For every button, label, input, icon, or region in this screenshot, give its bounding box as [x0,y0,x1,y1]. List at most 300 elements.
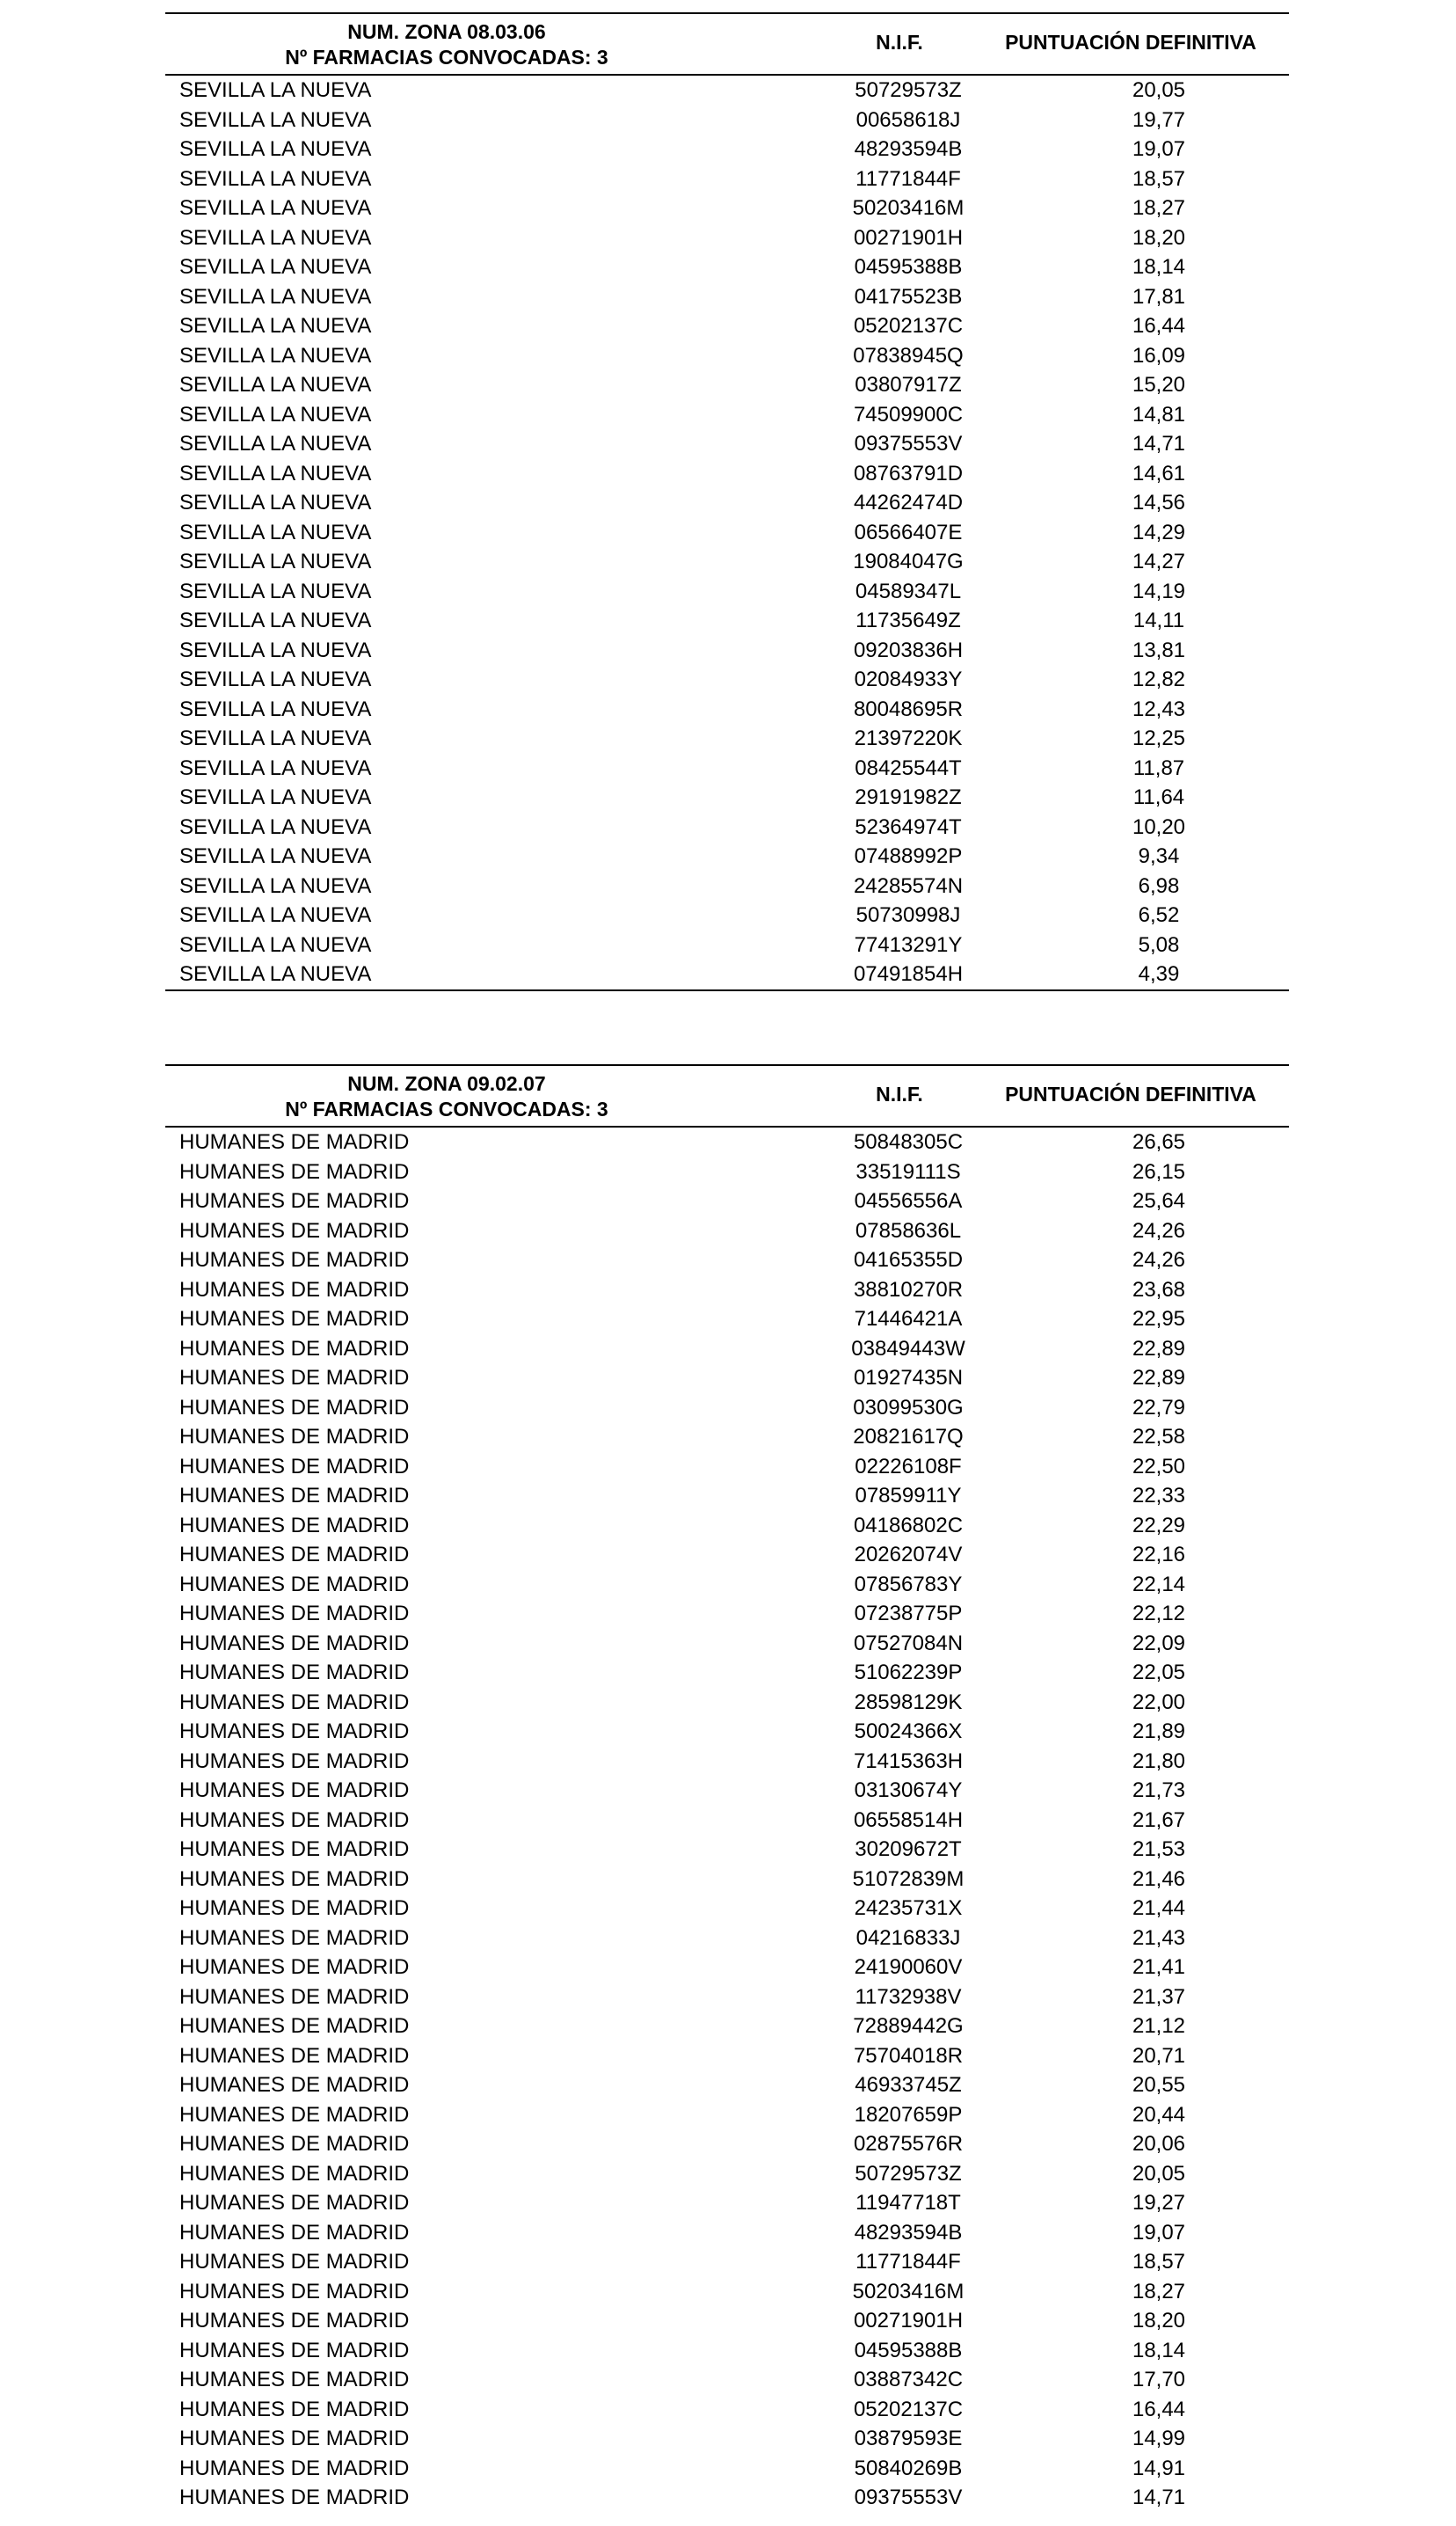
table-row [165,754,1289,784]
municipio-cell: HUMANES DE MADRID [179,2309,410,2333]
nif-cell: 04216833J [855,1925,961,1950]
nif-cell: 03807917Z [855,373,962,397]
table-row [165,901,1289,931]
municipio-cell: HUMANES DE MADRID [179,1189,410,1213]
puntuacion-cell: 23,68 [1132,1277,1186,1302]
table-row [165,1835,1289,1865]
nif-cell: 50203416M [852,2279,965,2303]
nif-cell: 50729573Z [855,2161,962,2186]
puntuacion-cell: 19,07 [1132,137,1186,161]
puntuacion-cell: 19,77 [1132,107,1186,132]
zona-title: NUM. ZONA 08.03.06 [347,20,546,43]
table-row [165,960,1289,989]
nif-cell: 11771844F [855,2250,961,2274]
municipio-cell: SEVILLA LA NUEVA [179,461,372,485]
puntuacion-cell: 20,06 [1132,2132,1186,2156]
table-header [165,1064,1289,1128]
nif-cell: 07491854H [853,962,964,986]
table-row [165,1629,1289,1659]
puntuacion-cell: 14,61 [1132,461,1186,485]
puntuacion-cell: 22,33 [1132,1484,1186,1508]
nif-cell: 46933745Z [855,2073,962,2097]
puntuacion-cell: 21,53 [1132,1837,1186,1861]
puntuacion-cell: 24,26 [1132,1248,1186,1272]
nif-cell: 19084047G [853,550,964,573]
nif-cell: 80048695R [853,697,964,721]
municipio-cell: HUMANES DE MADRID [179,2486,410,2509]
nif-cell: 38810270R [853,1277,964,1302]
table-row [165,1688,1289,1718]
nif-cell: 07858636L [855,1218,962,1243]
puntuacion-cell: 22,14 [1132,1572,1186,1596]
municipio-cell: SEVILLA LA NUEVA [179,225,372,250]
table-row [165,1275,1289,1305]
municipio-cell: HUMANES DE MADRID [179,1661,410,1684]
puntuacion-cell: 14,11 [1132,609,1185,632]
table-row [165,724,1289,754]
municipio-cell: SEVILLA LA NUEVA [179,520,372,544]
municipio-cell: HUMANES DE MADRID [179,2250,410,2274]
table-row [165,1216,1289,1246]
municipio-cell: HUMANES DE MADRID [179,2397,410,2421]
nif-cell: 02084933Y [854,668,963,691]
nif-cell: 21397220K [854,726,963,750]
nif-cell: 03887342C [853,2368,964,2391]
nif-cell: 24190060V [854,1955,963,1979]
municipio-cell: SEVILLA LA NUEVA [179,697,372,721]
nif-cell: 24235731X [854,1896,963,1920]
nif-cell: 04595388B [854,2338,963,2362]
municipio-cell: HUMANES DE MADRID [179,1602,410,1625]
table-row [165,252,1289,282]
table-row [165,2424,1289,2454]
municipio-cell: HUMANES DE MADRID [179,1896,410,1920]
puntuacion-column-header: PUNTUACIÓN DEFINITIVA [1005,31,1256,54]
nif-cell: 52364974T [855,814,962,839]
municipio-cell: SEVILLA LA NUEVA [179,343,372,368]
nif-cell: 11947718T [855,2191,961,2215]
municipio-cell: HUMANES DE MADRID [179,1277,410,1302]
nif-cell: 09375553V [854,2486,963,2509]
puntuacion-cell: 5,08 [1138,932,1180,957]
municipio-cell: SEVILLA LA NUEVA [179,284,372,309]
table-row [165,429,1289,459]
table-row [165,931,1289,960]
table-row [165,400,1289,430]
nif-cell: 33519111S [855,1159,961,1184]
nif-cell: 50840269B [854,2456,963,2480]
nif-cell: 03879593E [854,2427,963,2450]
nif-cell: 09375553V [854,432,963,456]
nif-cell: 04595388B [854,255,963,279]
puntuacion-cell: 16,44 [1132,2397,1186,2421]
puntuacion-cell: 15,20 [1132,373,1186,397]
table-row [165,223,1289,253]
municipio-cell: HUMANES DE MADRID [179,1807,410,1832]
table-row [165,1806,1289,1836]
puntuacion-cell: 4,39 [1138,962,1180,986]
nif-cell: 04589347L [855,579,962,603]
table-row [165,341,1289,371]
table-row [165,106,1289,135]
municipio-cell: SEVILLA LA NUEVA [179,873,372,898]
puntuacion-cell: 22,79 [1132,1395,1186,1420]
puntuacion-cell: 19,07 [1132,2220,1186,2245]
puntuacion-cell: 18,14 [1132,255,1186,279]
puntuacion-cell: 18,27 [1132,2279,1186,2303]
municipio-cell: HUMANES DE MADRID [179,2102,410,2127]
table-row [165,2100,1289,2130]
municipio-cell: HUMANES DE MADRID [179,1336,410,1361]
nif-cell: 00271901H [853,225,964,250]
table-row [165,2454,1289,2484]
puntuacion-cell: 21,67 [1132,1807,1186,1832]
table-row [165,2336,1289,2366]
nif-cell: 30209672T [855,1837,962,1861]
municipio-cell: HUMANES DE MADRID [179,2014,410,2038]
nif-cell: 11771844F [855,166,961,191]
puntuacion-cell: 11,87 [1132,756,1185,780]
nif-cell: 07238775P [854,1602,963,1625]
municipio-cell: HUMANES DE MADRID [179,1425,410,1449]
nif-cell: 05202137C [853,314,964,338]
puntuacion-cell: 25,64 [1132,1189,1186,1213]
puntuacion-cell: 21,89 [1132,1719,1186,1743]
table-row [165,1658,1289,1688]
table-row [165,2218,1289,2248]
puntuacion-cell: 22,12 [1132,1602,1186,1625]
municipio-cell: SEVILLA LA NUEVA [179,373,372,397]
puntuacion-cell: 14,56 [1132,491,1186,515]
nif-cell: 50730998J [855,903,961,927]
municipio-cell: HUMANES DE MADRID [179,1955,410,1979]
municipio-cell: SEVILLA LA NUEVA [179,903,372,927]
municipio-cell: HUMANES DE MADRID [179,1454,410,1478]
table-row [165,488,1289,518]
table-row [165,1422,1289,1452]
nif-cell: 01927435N [853,1366,964,1390]
puntuacion-cell: 17,70 [1132,2368,1186,2391]
table-row [165,1186,1289,1216]
puntuacion-cell: 14,71 [1132,432,1186,456]
nif-cell: 48293594B [854,137,963,161]
puntuacion-cell: 14,71 [1132,2486,1186,2509]
municipio-cell: SEVILLA LA NUEVA [179,785,372,809]
zona-title: NUM. ZONA 09.02.07 [347,1072,546,1095]
nif-cell: 04556556A [854,1189,963,1213]
municipio-cell: SEVILLA LA NUEVA [179,137,372,161]
table-row [165,1481,1289,1511]
nif-cell: 04165355D [853,1248,964,1272]
puntuacion-cell: 16,44 [1132,314,1186,338]
municipio-cell: HUMANES DE MADRID [179,1484,410,1508]
table-row [165,2159,1289,2189]
table-row [165,1570,1289,1600]
municipio-cell: HUMANES DE MADRID [179,1719,410,1743]
puntuacion-cell: 19,27 [1132,2191,1186,2215]
puntuacion-cell: 18,57 [1132,2250,1186,2274]
zona-heading [165,1071,728,1122]
puntuacion-cell: 16,09 [1132,343,1186,368]
municipio-cell: HUMANES DE MADRID [179,2427,410,2450]
farmacias-convocadas: Nº FARMACIAS CONVOCADAS: 3 [285,46,608,69]
zona-table-08-03-06 [165,12,1289,991]
municipio-cell: SEVILLA LA NUEVA [179,932,372,957]
puntuacion-cell: 20,55 [1132,2073,1186,2097]
table-row [165,1452,1289,1482]
table-body [165,76,1289,991]
puntuacion-cell: 21,12 [1132,2014,1186,2038]
puntuacion-cell: 11,64 [1132,785,1185,809]
municipio-cell: SEVILLA LA NUEVA [179,166,372,191]
table-row [165,1393,1289,1423]
zona-table-09-02-07 [165,1064,1289,2513]
municipio-cell: HUMANES DE MADRID [179,1778,410,1802]
municipio-cell: SEVILLA LA NUEVA [179,844,372,868]
puntuacion-cell: 22,50 [1132,1454,1186,1478]
table-row [165,2247,1289,2277]
nif-cell: 00271901H [853,2309,964,2333]
nif-cell: 18207659P [854,2102,963,2127]
table-row [165,813,1289,843]
table-row [165,311,1289,341]
municipio-cell: HUMANES DE MADRID [179,1748,410,1773]
puntuacion-cell: 18,20 [1132,2309,1186,2333]
table-header [165,12,1289,76]
table-row [165,1776,1289,1806]
table-row [165,1540,1289,1570]
table-row [165,2483,1289,2513]
municipio-cell: HUMANES DE MADRID [179,1866,410,1891]
puntuacion-cell: 14,27 [1132,550,1186,573]
table-row [165,1747,1289,1777]
puntuacion-cell: 22,89 [1132,1336,1186,1361]
municipio-cell: HUMANES DE MADRID [179,1218,410,1243]
puntuacion-cell: 21,46 [1132,1866,1186,1891]
table-row [165,282,1289,312]
nif-cell: 11732938V [855,1984,962,2009]
table-row [165,76,1289,106]
municipio-cell: SEVILLA LA NUEVA [179,609,372,632]
nif-cell: 28598129K [854,1690,963,1714]
table-row [165,1599,1289,1629]
table-row [165,636,1289,666]
municipio-cell: HUMANES DE MADRID [179,1159,410,1184]
table-row [165,518,1289,548]
table-row [165,695,1289,725]
nif-cell: 06566407E [854,520,963,544]
table-body [165,1128,1289,2513]
puntuacion-cell: 6,52 [1138,903,1180,927]
municipio-cell: SEVILLA LA NUEVA [179,668,372,691]
nif-cell: 20821617Q [853,1425,964,1449]
municipio-cell: HUMANES DE MADRID [179,1837,410,1861]
municipio-cell: HUMANES DE MADRID [179,1572,410,1596]
municipio-cell: HUMANES DE MADRID [179,2132,410,2156]
puntuacion-cell: 21,43 [1132,1925,1186,1950]
nif-cell: 07488992P [854,844,963,868]
municipio-cell: HUMANES DE MADRID [179,2279,410,2303]
puntuacion-cell: 21,80 [1132,1748,1186,1773]
municipio-cell: SEVILLA LA NUEVA [179,550,372,573]
municipio-cell: HUMANES DE MADRID [179,1130,410,1154]
municipio-cell: HUMANES DE MADRID [179,2220,410,2245]
table-row [165,2011,1289,2041]
puntuacion-cell: 24,26 [1132,1218,1186,1243]
table-row [165,193,1289,223]
table-row [165,606,1289,636]
nif-cell: 00658618J [855,107,961,132]
puntuacion-cell: 18,14 [1132,2338,1186,2362]
table-row [165,1304,1289,1334]
nif-cell: 03130674Y [854,1778,963,1802]
municipio-cell: HUMANES DE MADRID [179,1984,410,2009]
puntuacion-column-header: PUNTUACIÓN DEFINITIVA [1005,1083,1256,1106]
zona-heading [165,19,728,70]
nif-cell: 24285574N [853,873,964,898]
nif-cell: 50024366X [854,1719,963,1743]
table-row [165,842,1289,872]
nif-cell: 29191982Z [855,785,962,809]
nif-cell: 08763791D [853,461,964,485]
table-row [165,1865,1289,1894]
municipio-cell: HUMANES DE MADRID [179,1925,410,1950]
municipio-cell: HUMANES DE MADRID [179,2043,410,2068]
municipio-cell: HUMANES DE MADRID [179,1395,410,1420]
municipio-cell: SEVILLA LA NUEVA [179,579,372,603]
municipio-cell: SEVILLA LA NUEVA [179,255,372,279]
nif-column-header: N.I.F. [876,1083,923,1106]
nif-cell: 20262074V [854,1543,963,1566]
nif-cell: 44262474D [853,491,964,515]
puntuacion-cell: 21,73 [1132,1778,1186,1802]
municipio-cell: HUMANES DE MADRID [179,1690,410,1714]
nif-cell: 71415363H [853,1748,964,1773]
puntuacion-cell: 12,43 [1132,697,1186,721]
puntuacion-cell: 22,09 [1132,1631,1186,1655]
nif-column-header: N.I.F. [876,31,923,54]
nif-cell: 71446421A [854,1307,963,1331]
table-row [165,2365,1289,2395]
puntuacion-cell: 20,44 [1132,2102,1186,2127]
nif-cell: 77413291Y [854,932,963,957]
puntuacion-cell: 21,41 [1132,1955,1186,1979]
municipio-cell: SEVILLA LA NUEVA [179,756,372,780]
nif-cell: 07859911Y [855,1484,962,1508]
puntuacion-cell: 14,81 [1132,402,1186,427]
table-row [165,2395,1289,2425]
table-row [165,1157,1289,1187]
municipio-cell: HUMANES DE MADRID [179,1366,410,1390]
puntuacion-cell: 20,05 [1132,2161,1186,2186]
puntuacion-cell: 9,34 [1138,844,1180,868]
puntuacion-cell: 14,91 [1132,2456,1186,2480]
table-row [165,1717,1289,1747]
puntuacion-cell: 14,19 [1132,579,1186,603]
table-row [165,459,1289,489]
municipio-cell: SEVILLA LA NUEVA [179,726,372,750]
table-row [165,872,1289,902]
puntuacion-cell: 18,27 [1132,196,1186,220]
municipio-cell: SEVILLA LA NUEVA [179,314,372,338]
nif-cell: 72889442G [853,2014,964,2038]
puntuacion-cell: 18,20 [1132,225,1186,250]
nif-cell: 09203836H [853,638,964,662]
puntuacion-cell: 22,95 [1132,1307,1186,1331]
municipio-cell: HUMANES DE MADRID [179,1631,410,1655]
table-row [165,1334,1289,1364]
puntuacion-cell: 12,25 [1132,726,1186,750]
nif-cell: 74509900C [853,402,964,427]
table-row [165,164,1289,194]
municipio-cell: SEVILLA LA NUEVA [179,962,372,986]
puntuacion-cell: 22,16 [1132,1543,1186,1566]
puntuacion-cell: 17,81 [1132,284,1186,309]
table-row [165,2306,1289,2336]
table-row [165,2041,1289,2071]
puntuacion-cell: 22,89 [1132,1366,1186,1390]
table-row [165,2129,1289,2159]
puntuacion-cell: 10,20 [1132,814,1186,839]
puntuacion-cell: 21,44 [1132,1896,1186,1920]
table-row [165,1245,1289,1275]
puntuacion-cell: 20,05 [1132,78,1186,102]
municipio-cell: HUMANES DE MADRID [179,2368,410,2391]
puntuacion-cell: 21,37 [1132,1984,1186,2009]
municipio-cell: HUMANES DE MADRID [179,2191,410,2215]
nif-cell: 05202137C [853,2397,964,2421]
table-row [165,1982,1289,2012]
municipio-cell: HUMANES DE MADRID [179,1543,410,1566]
nif-cell: 04186802C [853,1513,964,1537]
table-row [165,2070,1289,2100]
table-row [165,1363,1289,1393]
nif-cell: 07838945Q [853,343,964,368]
nif-cell: 03849443W [851,1336,965,1361]
municipio-cell: HUMANES DE MADRID [179,1248,410,1272]
municipio-cell: HUMANES DE MADRID [179,2338,410,2362]
puntuacion-cell: 26,15 [1132,1159,1186,1184]
municipio-cell: SEVILLA LA NUEVA [179,78,372,102]
table-row [165,2277,1289,2307]
nif-cell: 08425544T [855,756,962,780]
municipio-cell: SEVILLA LA NUEVA [179,814,372,839]
table-row [165,1894,1289,1924]
nif-cell: 11735649Z [855,609,961,632]
nif-cell: 51062239P [854,1661,963,1684]
nif-cell: 06558514H [853,1807,964,1832]
nif-cell: 51072839M [852,1866,965,1891]
nif-cell: 48293594B [854,2220,963,2245]
table-row [165,135,1289,164]
nif-cell: 04175523B [854,284,963,309]
nif-cell: 03099530G [853,1395,964,1420]
nif-cell: 75704018R [853,2043,964,2068]
nif-cell: 50729573Z [855,78,962,102]
puntuacion-cell: 12,82 [1132,668,1186,691]
table-row [165,547,1289,577]
puntuacion-cell: 6,98 [1138,873,1180,898]
table-row [165,2188,1289,2218]
nif-cell: 50848305C [853,1130,964,1154]
municipio-cell: SEVILLA LA NUEVA [179,638,372,662]
table-row [165,783,1289,813]
municipio-cell: HUMANES DE MADRID [179,2456,410,2480]
nif-cell: 50203416M [852,196,965,220]
table-row [165,1128,1289,1157]
municipio-cell: SEVILLA LA NUEVA [179,432,372,456]
table-row [165,1953,1289,1982]
